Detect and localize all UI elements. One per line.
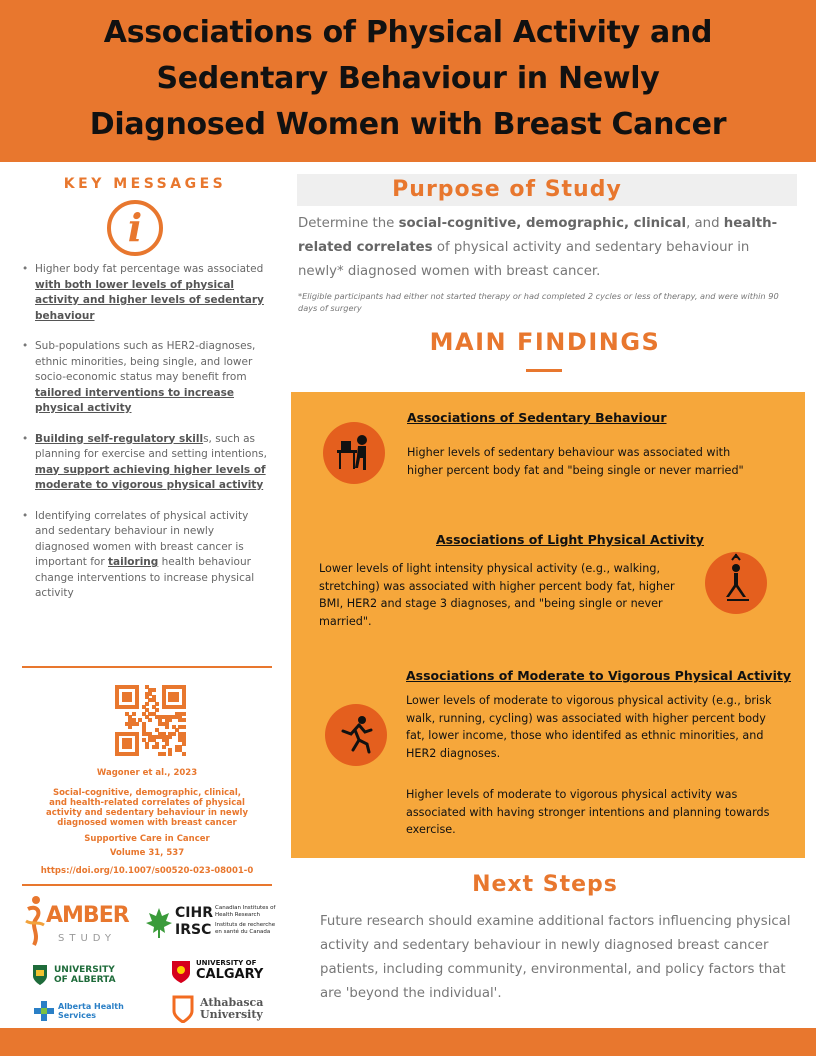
eligibility-footnote: *Eligible participants had either not started therapy or had completed 2 cycles or less of therapy, and were within 90 days of surgery [298, 291, 779, 313]
title-underline [526, 369, 562, 372]
qr-module [168, 752, 172, 756]
ahs-line: Services [58, 1011, 97, 1020]
university-of-alberta-logo [32, 963, 152, 989]
citation-title-line: and health-related correlates of physical [49, 798, 245, 808]
key-emphasis: tailoring [108, 556, 159, 568]
crest-icon [170, 959, 192, 985]
health-cross-icon [34, 1001, 54, 1021]
key-messages-list [20, 262, 270, 617]
qr-module [135, 705, 139, 709]
qr-module [128, 725, 132, 729]
shield-icon [32, 964, 48, 986]
amber-subtitle: STUDY [58, 933, 117, 944]
light-activity-heading: Associations of Light Physical Activity [436, 532, 704, 547]
cihr-en-line: Health Research [215, 911, 261, 918]
purpose-segment: Determine the [298, 216, 399, 231]
header-banner [0, 0, 816, 162]
key-message-item [20, 339, 270, 417]
purpose-emphasis: health-related correlates [298, 216, 778, 255]
qr-module [175, 698, 179, 702]
key-message-item [20, 509, 270, 602]
citation-author: Wagoner et al., 2023 [96, 768, 198, 778]
title-line: Sedentary Behaviour in Newly [156, 61, 660, 96]
key-emphasis: tailored interventions to increase physical activity [35, 386, 234, 414]
qr-module [145, 745, 149, 749]
next-steps-text: Future research should examine additional factors influencing physical activity and sedentary behaviour in newly diagnosed breast cancer patients, including community, environmental, and policy factors that are 'beyond the individual'. [320, 914, 791, 1001]
irsc-text: IRSC [175, 922, 212, 938]
citation-doi-link[interactable]: https://doi.org/10.1007/s00520-023-08001-0 [40, 866, 254, 876]
main-findings-panel [291, 392, 805, 858]
athabasca-university-logo [172, 995, 282, 1025]
partner-logos [22, 895, 282, 1025]
next-steps-title: Next Steps [472, 872, 618, 897]
citation-title-line: diagnosed women with breast cancer [57, 818, 237, 828]
athabasca-line: Athabasca [200, 996, 264, 1009]
divider [22, 666, 272, 668]
purpose-segment: , and [686, 216, 724, 231]
qr-code[interactable] [115, 685, 185, 755]
info-icon [107, 200, 163, 256]
desk-worker-icon [323, 422, 385, 484]
citation-journal: Supportive Care in Cancer [84, 834, 210, 844]
qr-module [135, 722, 139, 726]
amber-figure-icon [24, 895, 46, 949]
mvpa-heading: Associations of Moderate to Vigorous Physical Activity [406, 668, 791, 683]
info-letter: i [127, 205, 143, 250]
sedentary-heading: Associations of Sedentary Behaviour [407, 410, 667, 425]
citation-title-line: Social-cognitive, demographic, clinical, [52, 788, 242, 798]
qr-module [162, 752, 166, 756]
key-emphasis: Building self-regulatory skill [35, 432, 204, 445]
ahs-line: Alberta Health [58, 1002, 124, 1011]
maple-leaf-icon [145, 907, 173, 939]
key-text: Identifying correlates of physical activity and sedentary behaviour in newly diagnosed women with breast cancer is important for [35, 509, 249, 568]
mvpa-icon-circle [325, 704, 387, 766]
light-activity-text: Lower levels of light intensity physical activity (e.g., walking, stretching) was associated with higher percent body fat, higher BMI, HER2 and stage 3 diagnoses, and "being single or never married". [319, 562, 675, 628]
ucalgary-line: CALGARY [196, 967, 264, 982]
light-activity-icon-circle [705, 552, 767, 614]
ualberta-line: OF ALBERTA [54, 975, 116, 985]
key-text: Sub-populations such as HER2-diagnoses, ethnic minorities, being single, and lower socio-economic status may benefit from [35, 340, 256, 383]
mvpa-text-higher: Higher levels of moderate to vigorous physical activity was associated with having stronger intentions and planning towards exercise. [406, 788, 770, 836]
key-emphasis: may support achieving higher levels of moderate to vigorous physical activity [35, 463, 266, 491]
amber-wordmark: AMBER [46, 903, 129, 928]
cihr-fr-line: Instituts de recherche [215, 922, 276, 928]
qr-module [135, 752, 139, 756]
citation-title [22, 788, 272, 828]
athabasca-line: University [200, 1008, 263, 1021]
qr-module [182, 752, 186, 756]
cihr-en-line: Canadian Institutes of [215, 905, 276, 911]
alberta-health-services-logo [34, 999, 154, 1025]
key-text: s, such as planning for exercise and setting intentions, [35, 432, 267, 460]
mvpa-text-lower: Lower levels of moderate to vigorous physical activity (e.g., brisk walk, running, cycling) was associated with higher percent body fat, lower income, those who identifed as ethnic minorities, and HER2 diagnoses. [406, 694, 772, 760]
qr-module [128, 745, 132, 749]
cihr-irsc-logo [145, 903, 285, 945]
key-messages-title: KEY MESSAGES [63, 176, 227, 192]
citation-volume: Volume 31, 537 [109, 848, 185, 858]
purpose-emphasis: social-cognitive, demographic, clinical [398, 216, 687, 231]
divider [22, 884, 272, 886]
runner-icon [325, 704, 387, 766]
main-findings-title: MAIN FINDINGS [429, 328, 661, 356]
athabasca-shield-icon [172, 995, 194, 1023]
ucalgary-line: UNIVERSITY OF [196, 959, 257, 967]
amber-study-logo [24, 895, 134, 953]
qr-module [128, 698, 132, 702]
qr-module [148, 718, 152, 722]
footer-bar [0, 1028, 816, 1056]
purpose-segment: of physical activity and sedentary behaviour in newly* diagnosed women with breast cancer. [298, 240, 750, 279]
purpose-title: Purpose of Study [392, 177, 622, 202]
qr-module [182, 718, 186, 722]
poster-title [0, 10, 816, 148]
qr-module [162, 745, 166, 749]
key-message-item [20, 262, 270, 324]
sedentary-icon-circle [323, 422, 385, 484]
qr-module [165, 725, 169, 729]
university-of-calgary-logo [170, 957, 282, 987]
title-line: Diagnosed Women with Breast Cancer [89, 107, 727, 142]
qr-module [182, 725, 186, 729]
cihr-fr-line: en santé du Canada [215, 928, 271, 935]
ualberta-line: UNIVERSITY [54, 965, 115, 975]
purpose-text [298, 212, 798, 284]
key-text: health behaviour change interventions to increase physical activity [35, 556, 255, 599]
key-text: Higher body fat percentage was associated [35, 263, 264, 275]
citation-title-line: activity and sedentary behaviour in newly [46, 808, 248, 818]
title-line: Associations of Physical Activity and [103, 15, 713, 50]
key-message-item [20, 432, 270, 494]
cihr-text: CIHR [175, 905, 213, 921]
qr-module [155, 745, 159, 749]
qr-module [182, 705, 186, 709]
yoga-pose-icon [705, 552, 767, 614]
key-emphasis: with both lower levels of physical activity and higher levels of sedentary behaviour [35, 278, 264, 322]
sedentary-text: Higher levels of sedentary behaviour was associated with higher percent body fat and "being single or never married" [407, 446, 744, 477]
